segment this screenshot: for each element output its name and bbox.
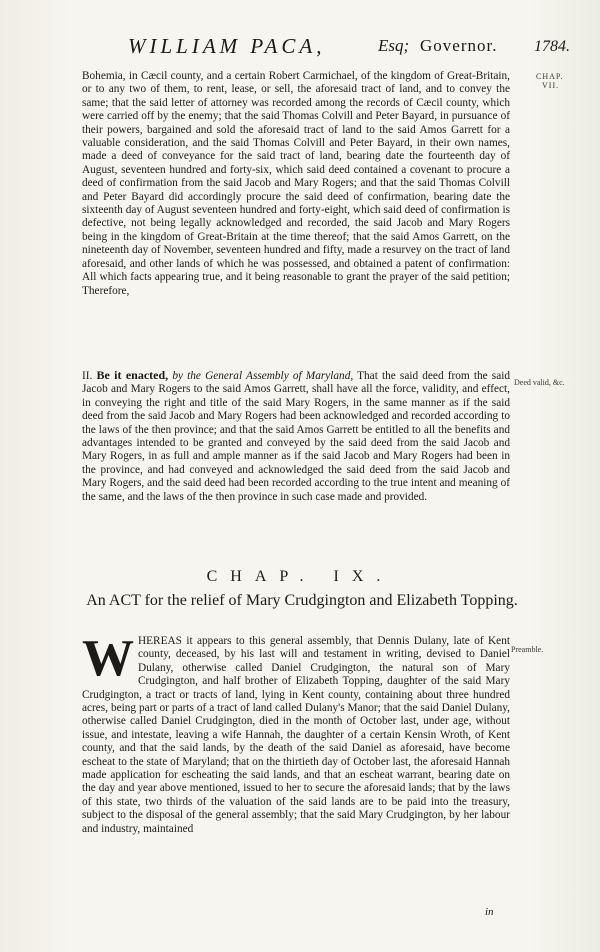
paragraph-continued: Bohemia, in Cæcil county, and a certain Robert Carmichael, of the kingdom of Great-Britain, or to any two of them, to rent, lease, or sell, the aforesaid tract of land, and to convey the same; that the said letter of attorney was recorded among the records of Cæcil county, which were carried off by the enemy; that the said Thomas Colvill and Peter Bayard, in pursuance of their powers, bargained and sold the aforesaid tract of land to the said Amos Garrett for a valuable consideration, and the said Thomas Colvill and Peter Bayard, in their own names, made a deed of conveyance for the said tract of land, bearing date the fourteenth day of August, seventeen hundred and forty-six, which said deed contained a covenant to procure a deed of confirmation from the said Jacob and Mary Rogers; and that the said Thomas Colvill and Peter Bayard did accordingly procure the said deed of confirmation, bearing date the sixteenth day of August seventeen hundred and forty-eight, which said deed of confirmation is defective, not being legally acknowledged and recorded, the said Jacob and Mary Rogers being in the kingdom of Great-Britain at the time thereof; that the said Amos Garrett, on the nineteenth day of November, seventeen hundred and fifty, made a resurvey on the tract of land aforesaid, and other lands of which he was possessed, and obtained a patent of confirmation: All which facts appearing true, and it being reasonable to grant the prayer of the said petition; Therefore, — [82, 70, 510, 297]
section-continued-text — [82, 70, 510, 358]
margin-note-deed-valid: Deed valid, &c. — [514, 378, 565, 387]
catchword: in — [485, 906, 494, 918]
margin-chap-label: CHAP. — [536, 72, 564, 81]
header-governor: Governor. — [420, 36, 498, 55]
running-header — [60, 34, 580, 58]
drop-cap: W — [82, 630, 134, 687]
enactment-body: That the said deed from the said Jacob and Mary Rogers to the said Amos Garrett, shall have all the force, validity, and effect, in conveying the right and title of the said Mary Rogers, in the same manner as if the said deed from the said Jacob and Mary Rogers had been acknowledged and recorded according to the laws of the then province; and that the said Amos Garrett be entitled to all the benefits and advantages intended to be granted and conveyed by the said deed from the said Jacob and Mary Rogers, in as full and ample manner as if the said Jacob and Mary Rogers had been in the province, and had conveyed and acknowledged the said deed from the said Jacob and Mary Rogers, and the said deed had been recorded according to the true intent and meaning of the same, and the laws of the then province in such case made and provided. — [82, 370, 511, 503]
margin-note-chap — [536, 72, 563, 90]
header-year: 1784. — [534, 38, 570, 55]
margin-chap-number: VII. — [542, 81, 560, 90]
paragraph-enactment — [82, 369, 510, 504]
enacted-authority: by the General Assembly of Maryland, — [172, 370, 354, 382]
section-enactment — [82, 369, 510, 555]
enacted-lead: Be it enacted, — [96, 368, 169, 382]
section-number: II. — [82, 370, 93, 382]
chapter-heading: CHAP. IX. — [206, 568, 394, 585]
header-title: WILLIAM PACA, — [128, 34, 326, 58]
act-title: An ACT for the relief of Mary Crudgington and Elizabeth Topping. — [86, 592, 518, 609]
paragraph-preamble: HEREAS it appears to this general assembly, that Dennis Dulany, late of Kent county, deceased, by his last will and testament in writing, devised to Daniel Dulany, otherwise called Daniel Crudgington, the natural son of Mary Crudgington, and half brother of Elizabeth Topping, daughter of the said Mary Crudgington, a tract or tracts of land, lying in Kent county, containing about three hundred acres, being part or parts of a tract of land called Dulany's Manor; that the said Daniel Dulany, otherwise called Daniel Crudgington, died in the month of October last, under age, without issue, and intestate, leaving a wife Hannah, the daughter of a certain Kensin Wroth, of Kent county, and that the said lands, by the death of the said Daniel as aforesaid, have become escheat to the state of Maryland; that on the thirtieth day of October last, the aforesaid Hannah made application for escheating the said lands, and that an escheat warrant, bearing date on the day and year above mentioned, issued to her to secure the aforesaid lands; that by the laws of this state, two thirds of the valuation of the said lands are to be paid into the treasury, subject to the disposal of the general assembly; that the said Mary Crudgington, by her labour and industry, maintained — [82, 635, 510, 835]
margin-note-preamble: Preamble. — [511, 645, 544, 654]
section-preamble — [82, 630, 510, 905]
header-esq: Esq; — [378, 36, 410, 55]
